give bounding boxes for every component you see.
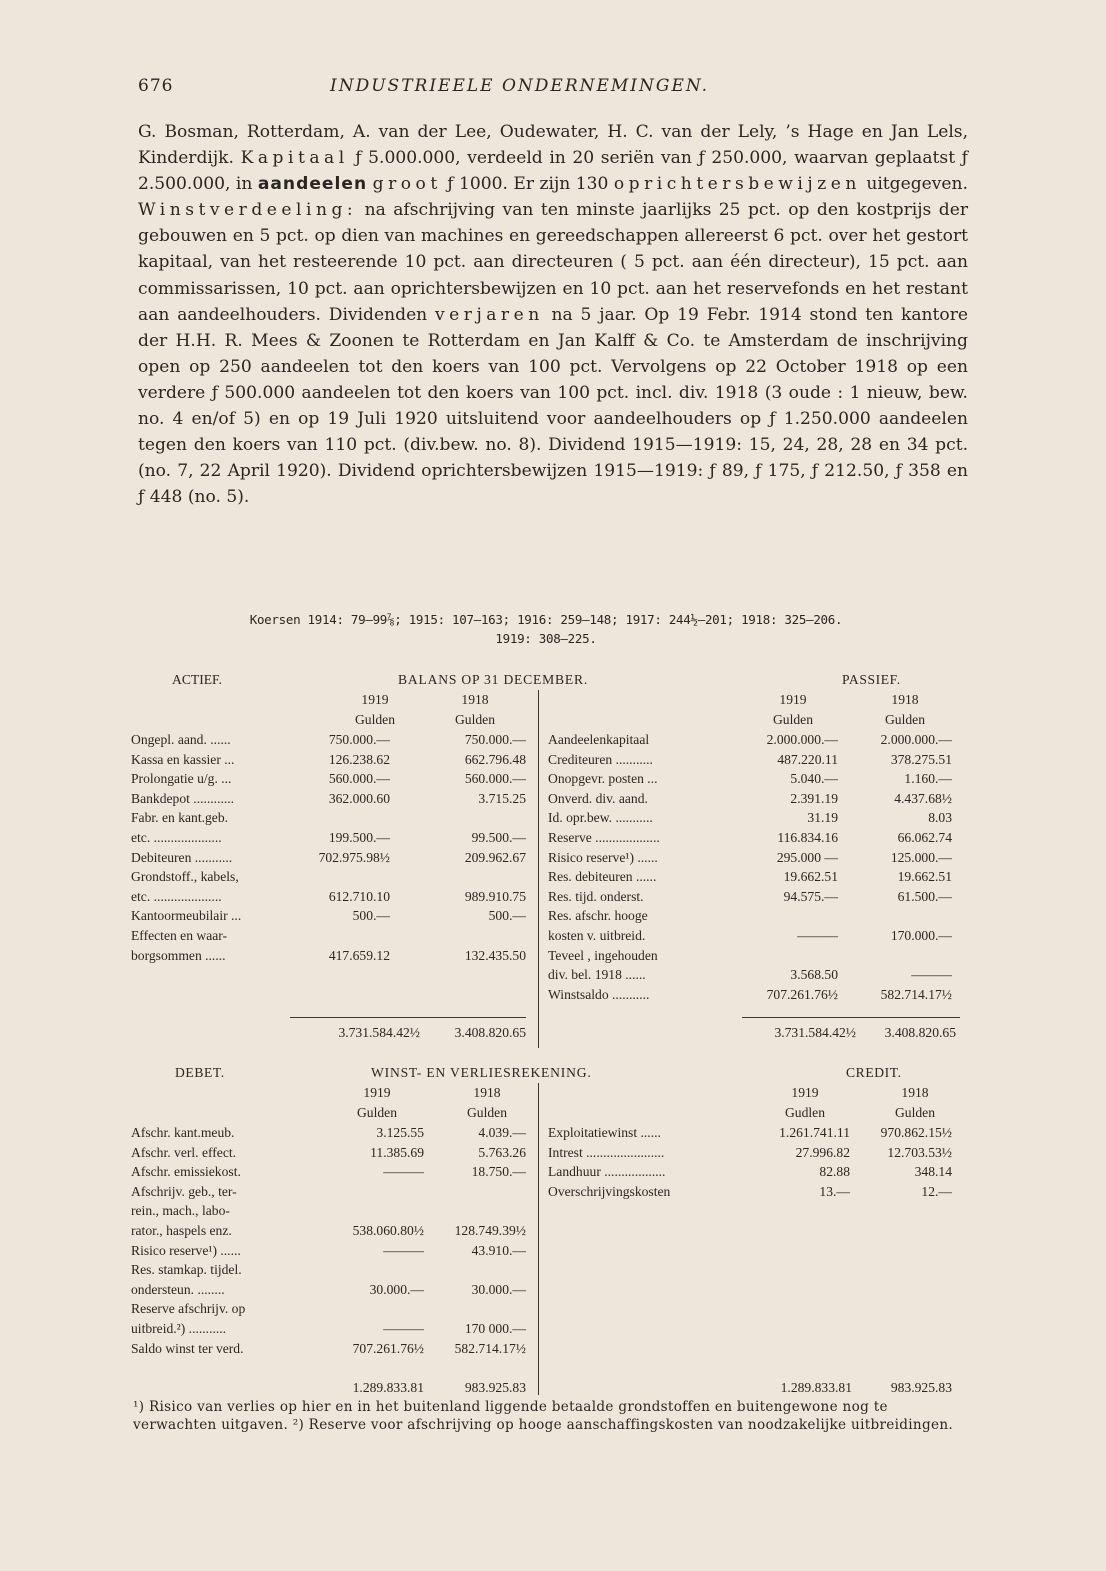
passief-title: PASSIEF.: [842, 672, 901, 687]
koersen-block: [136, 610, 956, 648]
row-label: borgsommen ......: [131, 947, 226, 963]
row-label: Exploitatiewinst ......: [548, 1125, 661, 1140]
value-1918: 99.500.—: [471, 830, 526, 845]
row-label: etc. ....................: [131, 888, 222, 904]
value-1918: 125.000.—: [890, 849, 952, 865]
balans-title: BALANS OP 31 DECEMBER.: [398, 672, 589, 687]
credit-title: CREDIT.: [846, 1065, 902, 1080]
row-label: Ongepl. aand. ......: [131, 732, 231, 747]
value-1918: 560.000.—: [464, 771, 526, 787]
row-label: rator., haspels enz.: [131, 1223, 232, 1238]
balans-total-passief-1918: 3.408.820.65: [884, 1025, 956, 1040]
value-1919: 560.000.—: [328, 771, 390, 787]
value-1919: 487.220.11: [777, 751, 838, 767]
row-label: Onopgevr. posten ...: [548, 771, 658, 787]
value-1918: 970.862.15½: [880, 1125, 952, 1140]
row-label: ondersteun. ........: [131, 1281, 225, 1297]
value-1919: 538.060.80½: [352, 1223, 424, 1238]
value-1919: 116.834.16: [777, 830, 838, 845]
value-1919: ———: [383, 1242, 424, 1258]
value-1918: 170.000.—: [890, 928, 952, 943]
footnotes: ¹) Risico van verlies op hier en in het buitenland liggende betaalde grondstoffen en buitengewone nog te verwachten uitgaven. ²) Reserve voor afschrijving op hooge aanschaffingskosten van noodzakelijke uitbreidingen.: [133, 1399, 954, 1433]
value-1919: 3.568.50: [790, 967, 838, 983]
row-label: Saldo winst ter verd.: [131, 1340, 244, 1356]
total-rule: [742, 1017, 960, 1018]
value-1918: 43.910.—: [471, 1242, 526, 1258]
company-description: [138, 119, 968, 510]
value-1918: 4.039.—: [478, 1125, 526, 1140]
row-label: Debiteuren ...........: [131, 849, 233, 865]
row-label: etc. ....................: [131, 830, 222, 845]
value-1918: 12.703.53½: [887, 1144, 952, 1160]
kapitaal-term: Kapitaal: [240, 148, 349, 169]
row-label: Risico reserve¹) ......: [548, 849, 658, 865]
text-run: na afschrijving van ten minste jaarlijks 25 pct. op den kostprijs der gebouwen en 5 pct. op dien van machines en gereedschappen allereerst 6 pct. over het gestort kapitaal, van het resteerende 10 pct. aan directeuren ( 5 pct. aan één directeur), 15 pct. aan commissarissen, 10 pct. aan oprichtersbewijzen en 10 pct. aan het reservefonds en het restant aan aandeelhouders. Dividenden: [138, 200, 968, 325]
column-divider: [538, 690, 539, 1048]
value-1918: 1.160.—: [904, 771, 952, 787]
text-run: G. Bosman, Rotterdam, A. van der Lee, Oudewater, H. C. van der Lely, ’s Hage en Jan Lels, Kinderdijk.: [138, 122, 968, 169]
value-1918: 989.910.75: [464, 888, 526, 904]
value-1919: 5.040.—: [790, 771, 838, 787]
running-title: INDUSTRIEELE ONDERNEMINGEN.: [330, 76, 710, 96]
winst-total-credit-1918: 983.925.83: [890, 1380, 952, 1395]
text-run: uitgegeven.: [860, 174, 968, 195]
value-1919: 2.391.19: [790, 790, 838, 806]
balans-total-actief-1918: 3.408.820.65: [454, 1025, 526, 1040]
koersen-line-2: 1919: 308—225.: [495, 631, 597, 646]
row-label: Teveel , ingehouden: [548, 947, 658, 963]
debet-title: DEBET.: [175, 1065, 225, 1080]
row-label: Bankdepot ............: [131, 790, 235, 806]
value-1919: 1.261.741.11: [779, 1125, 850, 1140]
row-label: Afschr. verl. effect.: [131, 1144, 237, 1160]
row-label: Reserve ...................: [548, 830, 660, 845]
value-1919: 417.659.12: [328, 947, 390, 963]
verjaren-term: verjaren: [435, 304, 544, 325]
row-label: Effecten en waar-: [131, 928, 228, 943]
row-label: Kantoormeubilair ...: [131, 908, 242, 924]
row-label: Fabr. en kant.geb.: [131, 810, 229, 826]
unit-header: Gudlen: [784, 1105, 826, 1120]
row-label: Intrest .......................: [548, 1144, 665, 1160]
value-1919: 13.—: [819, 1183, 850, 1199]
value-1918: 378.275.51: [890, 751, 952, 767]
row-label: Landhuur ..................: [548, 1164, 666, 1180]
value-1918: 500.—: [488, 908, 526, 924]
value-1919: 30.000.—: [369, 1281, 424, 1297]
page-number: 676: [138, 76, 174, 96]
text-run: ƒ 1000. Er zijn 130: [441, 174, 614, 195]
year-header: 1919: [363, 1085, 391, 1100]
value-1918: 3.715.25: [478, 790, 526, 806]
value-1919: 750.000.—: [328, 732, 390, 747]
value-1919: 27.996.82: [795, 1144, 850, 1160]
value-1918: 170 000.—: [464, 1321, 526, 1336]
value-1919: 295.000 —: [776, 849, 838, 865]
unit-header: Gulden: [354, 712, 396, 727]
value-1918: 5.763.26: [478, 1144, 526, 1160]
row-label: Prolongatie u/g. ...: [131, 771, 232, 787]
winst-total-debet-1919: 1.289.833.81: [352, 1380, 424, 1395]
value-1918: 66.062.74: [897, 830, 952, 845]
value-1918: 8.03: [928, 810, 952, 826]
value-1919: ———: [383, 1321, 424, 1336]
unit-header: Gulden: [894, 1105, 936, 1120]
row-label: kosten v. uitbreid.: [548, 928, 646, 943]
value-1918: 662.796.48: [464, 751, 526, 767]
value-1918: 2.000.000.—: [880, 732, 952, 747]
text-run: na 5 jaar. Op 19 Febr. 1914 stond ten kantore der H.H. R. Mees & Zoonen te Rotterdam en Jan Kalff & Co. te Amsterdam de inschrijving open op 250 aandeelen tot den koers van 100 pct. Vervolgens op 22 October 1918 op een verdere ƒ 500.000 aandeelen tot den koers van 100 pct. incl. div. 1918 (3 oude : 1 nieuw, bew. no. 4 en/of 5) en op 19 Juli 1920 uitsluitend voor aandeelhouders op ƒ 1.250.000 aandeelen tegen den koers van 110 pct. (div.bew. no. 8). Dividend 1915—1919: 15, 24, 28, 28 en 34 pct. (no. 7, 22 April 1920). Dividend oprichtersbewijzen 1915—1919: ƒ 89, ƒ 175, ƒ 212.50, ƒ 358 en ƒ 448 (no. 5).: [138, 304, 969, 508]
value-1919: ———: [797, 928, 838, 943]
row-label: div. bel. 1918 ......: [548, 967, 646, 983]
value-1918: 582.714.17½: [454, 1340, 526, 1356]
balans-total-actief-1919: 3.731.584.42½: [338, 1025, 420, 1040]
row-label: Winstsaldo ...........: [548, 986, 650, 1002]
oprichtersbewijzen-term: oprichtersbewijzen: [613, 174, 861, 195]
value-1919: 11.385.69: [370, 1144, 424, 1160]
row-label: Afschrijv. geb., ter-: [131, 1183, 237, 1199]
row-label: Afschr. emissiekost.: [131, 1164, 241, 1180]
row-label: Afschr. kant.meub.: [131, 1125, 235, 1140]
actief-title: ACTIEF.: [172, 672, 222, 687]
value-1919: 94.575.—: [783, 888, 838, 904]
row-label: Kassa en kassier ...: [131, 751, 235, 767]
value-1918: 30.000.—: [471, 1281, 526, 1297]
value-1919: 707.261.76½: [766, 986, 838, 1002]
value-1919: 500.—: [352, 908, 390, 924]
value-1919: 707.261.76½: [352, 1340, 424, 1356]
value-1919: 31.19: [807, 810, 838, 826]
unit-header: Gulden: [772, 712, 814, 727]
value-1918: 12.—: [921, 1183, 952, 1199]
total-rule: [290, 1017, 526, 1018]
row-label: Aandeelenkapitaal: [548, 732, 650, 747]
value-1919: ———: [383, 1164, 424, 1180]
row-label: Overschrijvingskosten: [548, 1183, 671, 1199]
value-1918: 18.750.—: [471, 1164, 526, 1180]
unit-header: Gulden: [466, 1105, 508, 1120]
row-label: Crediteuren ...........: [548, 751, 653, 767]
value-1918: 750.000.—: [464, 732, 526, 747]
row-label: uitbreid.²) ...........: [131, 1321, 227, 1336]
year-header: 1918: [901, 1085, 929, 1100]
value-1918: 19.662.51: [897, 869, 952, 885]
row-label: Id. opr.bew. ...........: [548, 810, 653, 826]
year-header: 1918: [461, 692, 489, 707]
value-1918: 209.962.67: [464, 849, 526, 865]
value-1918: 348.14: [914, 1164, 952, 1180]
row-label: rein., mach., labo-: [131, 1203, 230, 1219]
description-paragraph: [138, 119, 968, 510]
value-1918: ———: [911, 967, 952, 983]
winstverdeeling-term: Winstverdeeling:: [138, 200, 358, 221]
text-run: ƒ 5.000.000, verdeeld in 20 seriën van ƒ 250.000, waarvan geplaatst ƒ 2.500.000, in: [138, 148, 968, 195]
value-1919: 82.88: [819, 1164, 850, 1180]
row-label: Res. debiteuren ......: [548, 869, 657, 885]
year-header: 1919: [361, 692, 389, 707]
winst-title: WINST- EN VERLIESREKENING.: [371, 1065, 592, 1080]
value-1918: 128.749.39½: [454, 1223, 526, 1238]
unit-header: Gulden: [454, 712, 496, 727]
value-1919: 126.238.62: [328, 751, 390, 767]
value-1919: 612.710.10: [328, 888, 390, 904]
unit-header: Gulden: [356, 1105, 398, 1120]
row-label: Res. tijd. onderst.: [548, 888, 644, 904]
year-header: 1918: [891, 692, 919, 707]
row-label: Res. afschr. hooge: [548, 908, 648, 924]
row-label: Grondstoff., kabels,: [131, 869, 239, 885]
value-1918: 4.437.68½: [894, 790, 952, 806]
balans-total-passief-1919: 3.731.584.42½: [774, 1025, 856, 1040]
row-label: Reserve afschrijv. op: [131, 1301, 246, 1317]
row-label: Risico reserve¹) ......: [131, 1242, 241, 1258]
winst-total-credit-1919: 1.289.833.81: [780, 1380, 852, 1395]
value-1918: 582.714.17½: [880, 986, 952, 1002]
value-1918: 61.500.—: [897, 888, 952, 904]
column-divider: [538, 1083, 539, 1395]
koersen-line-1: Koersen 1914: 79—99⅞; 1915: 107—163; 1916: 259—148; 1917: 244½—201; 1918: 325—206.: [249, 612, 843, 627]
value-1918: 132.435.50: [464, 947, 526, 963]
value-1919: 702.975.98½: [318, 849, 390, 865]
value-1919: 19.662.51: [783, 869, 838, 885]
aandeelen-term: aandeelen: [257, 174, 368, 195]
value-1919: 2.000.000.—: [766, 732, 838, 747]
row-label: Res. stamkap. tijdel.: [131, 1262, 242, 1278]
year-header: 1919: [779, 692, 807, 707]
value-1919: 362.000.60: [328, 790, 390, 806]
value-1919: 3.125.55: [376, 1125, 424, 1140]
year-header: 1918: [473, 1085, 501, 1100]
unit-header: Gulden: [884, 712, 926, 727]
row-label: Onverd. div. aand.: [548, 790, 648, 806]
value-1919: 199.500.—: [328, 830, 390, 845]
groot-term: groot: [372, 174, 442, 195]
winst-total-debet-1918: 983.925.83: [464, 1380, 526, 1395]
year-header: 1919: [791, 1085, 819, 1100]
